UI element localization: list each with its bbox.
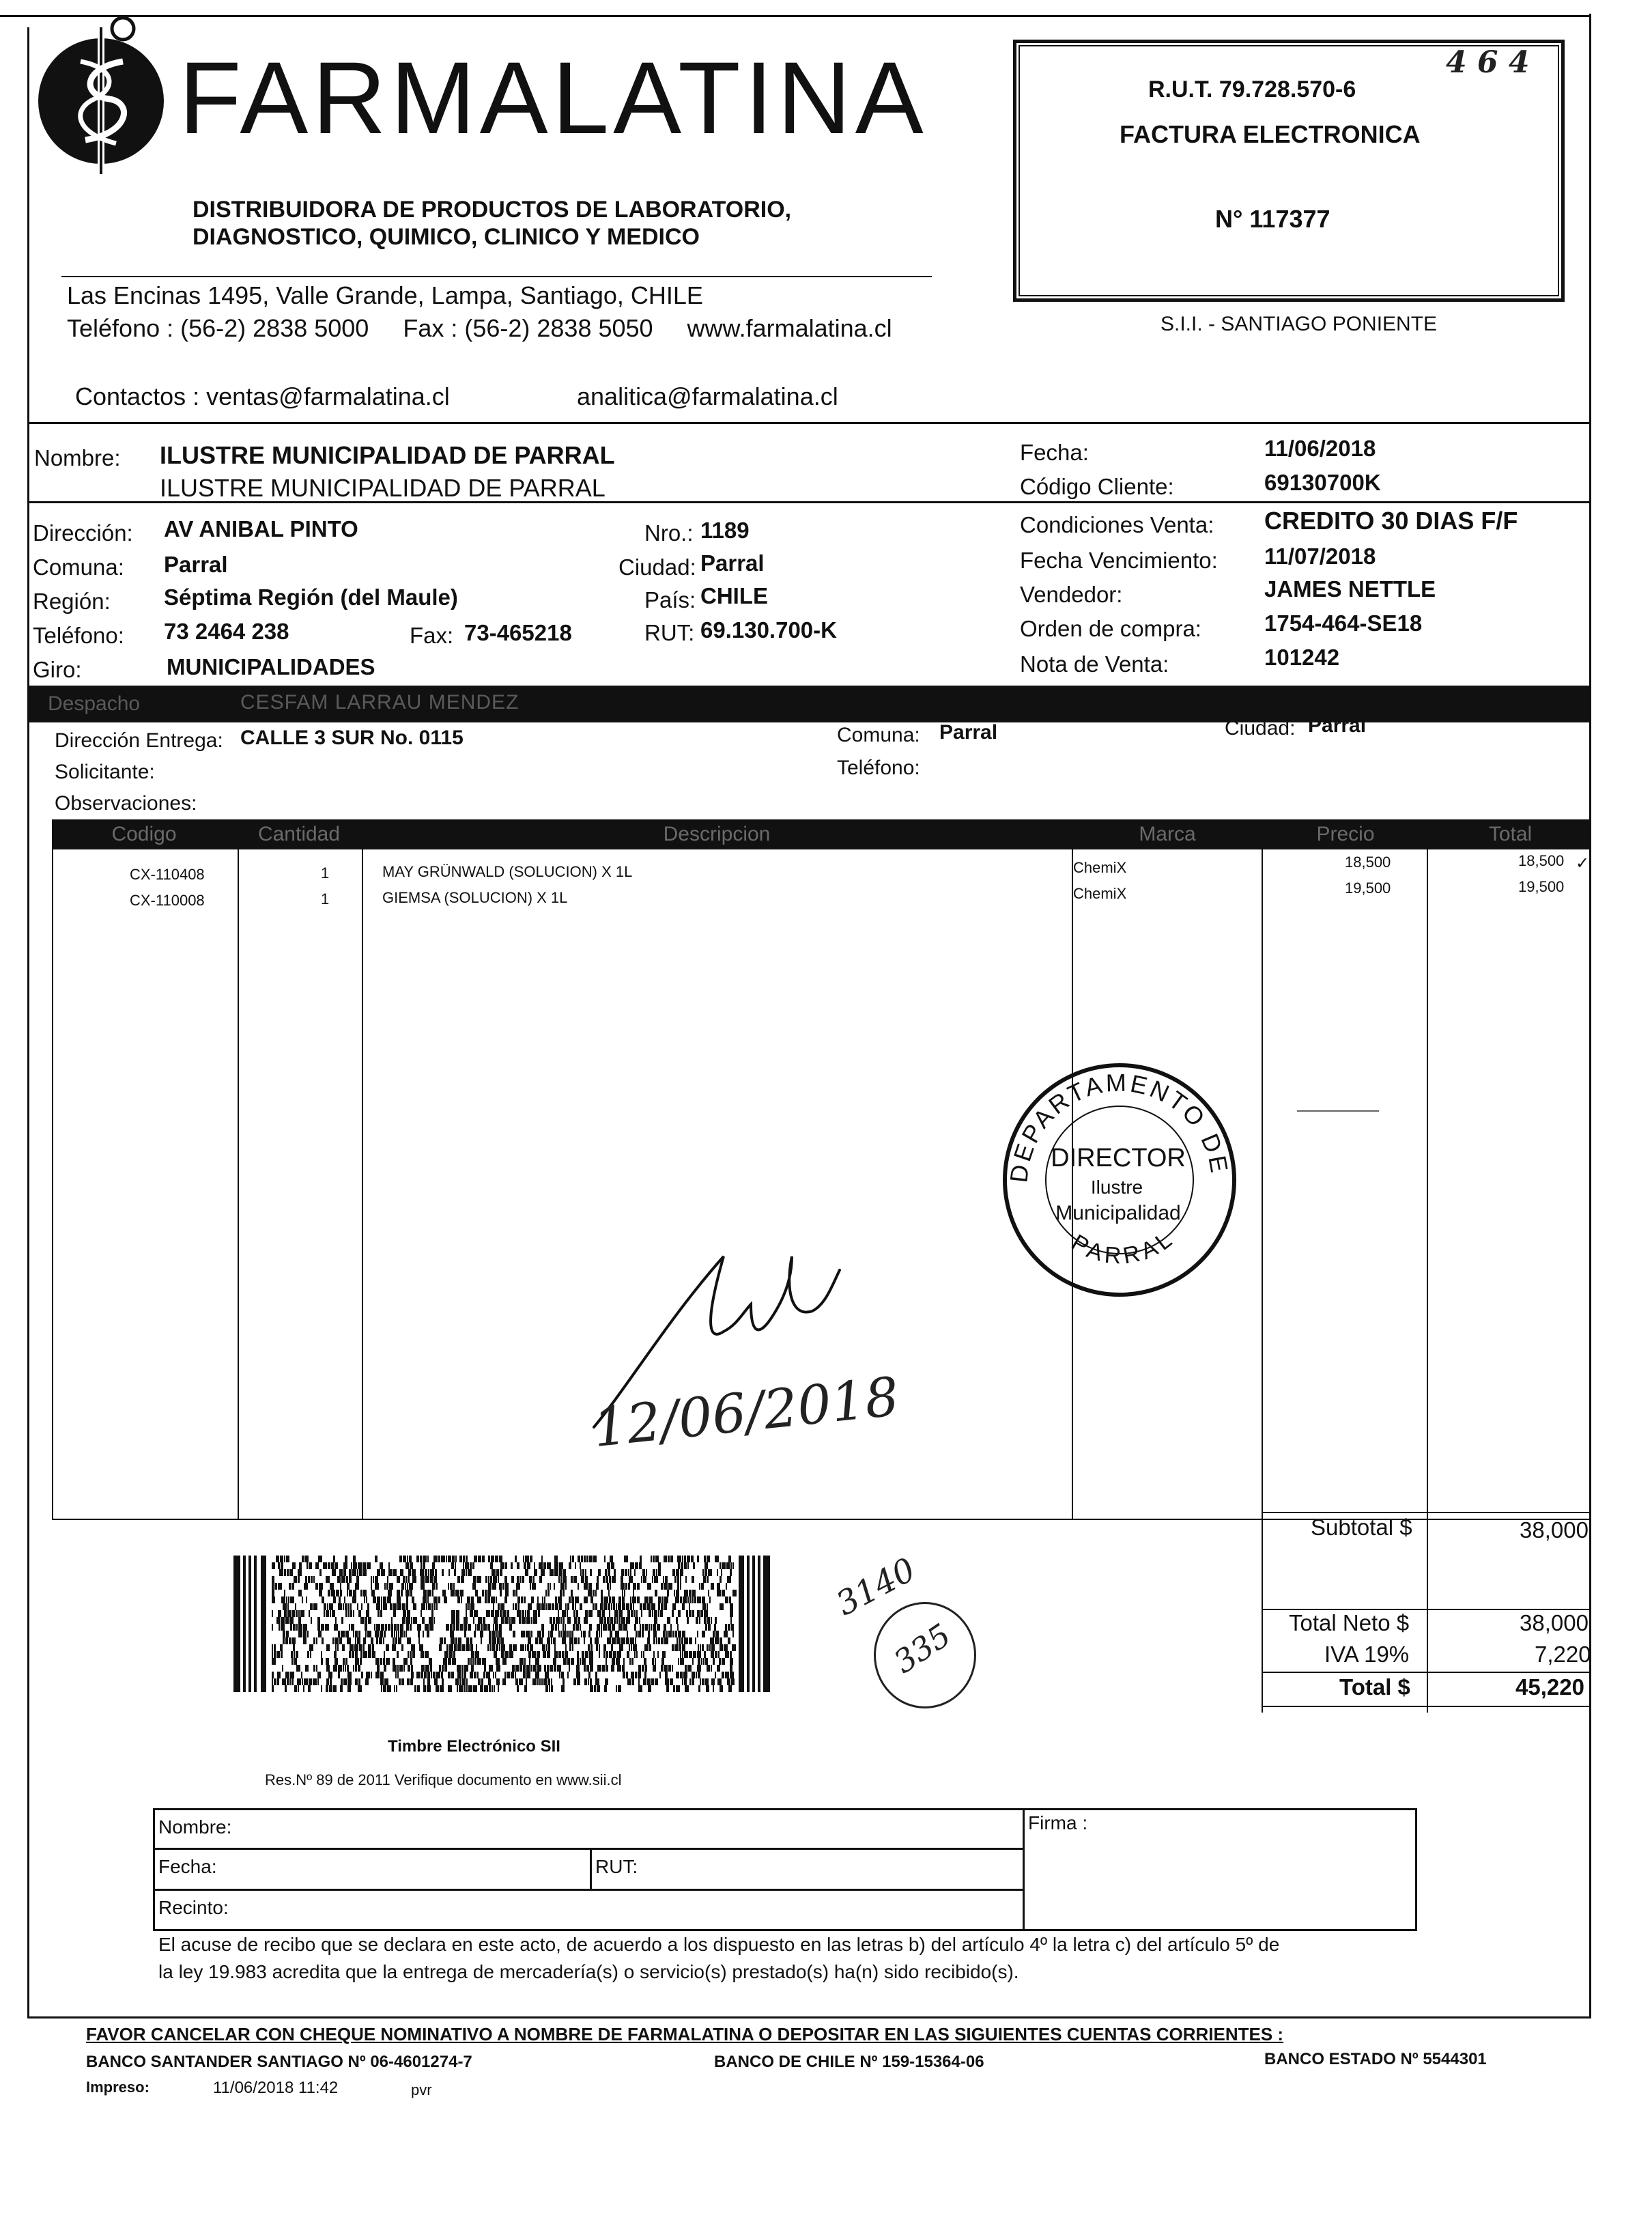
- despacho-entrega-label: Dirección Entrega:: [55, 729, 223, 752]
- footer-user: pvr: [411, 2081, 432, 2098]
- handwritten-note-2-text: 335: [887, 1616, 958, 1680]
- stamp-top-text: DEPARTAMENTO DE: [1004, 1068, 1234, 1184]
- handwritten-date: 12/06/2018: [590, 1366, 902, 1460]
- customer-vendedor: JAMES NETTLE: [1264, 576, 1436, 602]
- receipt-legal-2: la ley 19.983 acredita que la entrega de mercadería(s) o servicio(s) prestado(s) ha(n) sido recibido(s).: [158, 1961, 1019, 1982]
- invoice-rut: R.U.T. 79.728.570-6: [1148, 76, 1356, 102]
- svg-text:PARRAL: [1067, 1224, 1180, 1269]
- receipt-nombre-label: Nombre:: [158, 1816, 232, 1838]
- footer-payment-instructions: FAVOR CANCELAR CON CHEQUE NOMINATIVO A NOMBRE DE FARMALATINA O DEPOSITAR EN LAS SIGUIENTES CUENTAS CORRIENTES :: [86, 2024, 1284, 2044]
- customer-giro-label: Giro:: [33, 657, 82, 682]
- barcode-icon: [233, 1556, 770, 1692]
- invoice-doc-type: FACTURA ELECTRONICA: [1120, 120, 1421, 148]
- customer-nombre-label: Nombre:: [34, 445, 121, 470]
- receipt-divider-v: [1023, 1808, 1025, 1931]
- row-2-descripcion: GIEMSA (SOLUCION) X 1L: [382, 889, 568, 906]
- customer-nro-label: Nro.:: [644, 520, 694, 546]
- despacho-ciudad: Parral: [1308, 714, 1367, 737]
- col-header-total: Total: [1488, 823, 1533, 845]
- col-header-marca: Marca: [1139, 823, 1196, 845]
- despacho-comuna-label: Comuna:: [837, 724, 920, 746]
- customer-comuna-label: Comuna:: [33, 554, 124, 580]
- despacho-label: Despacho: [48, 692, 141, 715]
- receipt-row-rule-2: [153, 1889, 1024, 1891]
- caduceus-logo-icon: [20, 14, 184, 178]
- col-line-5: [1427, 849, 1428, 1713]
- customer-rut-label: RUT:: [644, 620, 695, 645]
- company-tagline-1: DISTRIBUIDORA DE PRODUCTOS DE LABORATORIO,: [193, 197, 792, 223]
- customer-region-label: Región:: [33, 589, 111, 614]
- receipt-fecha-label: Fecha:: [158, 1856, 217, 1877]
- frame-right: [1589, 14, 1591, 2018]
- customer-nota-label: Nota de Venta:: [1020, 651, 1169, 677]
- customer-pais-label: País:: [644, 587, 696, 613]
- customer-codigo-label: Código Cliente:: [1020, 474, 1174, 499]
- despacho-value: CESFAM LARRAU MENDEZ: [240, 691, 519, 714]
- despacho-comuna: Parral: [939, 721, 998, 744]
- row-1-cantidad: 1: [321, 864, 330, 882]
- row-1-codigo: CX-110408: [130, 866, 205, 883]
- customer-direccion-label: Dirección:: [33, 520, 133, 546]
- invoice-number: N° 117377: [1215, 205, 1330, 233]
- despacho-observaciones-label: Observaciones:: [55, 792, 197, 815]
- footer-bank-estado: BANCO ESTADO Nº 5544301: [1264, 2050, 1487, 2068]
- iva-value: 7,220: [1535, 1642, 1591, 1667]
- stamp-line-3: Municipalidad: [1055, 1202, 1181, 1224]
- frame-bottom: [27, 2016, 1591, 2018]
- customer-nombre-2: ILUSTRE MUNICIPALIDAD DE PARRAL: [160, 474, 606, 502]
- totals-top-rule: [1262, 1512, 1591, 1513]
- totals-bottom-rule: [1262, 1706, 1591, 1707]
- receipt-firma-label: Firma :: [1028, 1812, 1088, 1833]
- customer-ciudad: Parral: [700, 550, 765, 576]
- subtotal-value: 38,000: [1520, 1517, 1589, 1543]
- col-header-codigo: Codigo: [111, 823, 177, 845]
- iva-label: IVA 19%: [1324, 1642, 1410, 1667]
- receipt-row-rule-1: [153, 1848, 1024, 1850]
- customer-codigo: 69130700K: [1264, 470, 1381, 495]
- col-header-cantidad: Cantidad: [257, 823, 341, 845]
- frame-left: [27, 27, 29, 2018]
- customer-nombre: ILUSTRE MUNICIPALIDAD DE PARRAL: [160, 441, 615, 469]
- company-contact-email-2: analitica@farmalatina.cl: [577, 382, 838, 410]
- customer-direccion: AV ANIBAL PINTO: [164, 516, 358, 541]
- footer-bank-santander: BANCO SANTANDER SANTIAGO Nº 06-4601274-7: [86, 2053, 472, 2071]
- customer-telefono-label: Teléfono:: [33, 623, 124, 648]
- total-neto-value: 38,000: [1520, 1610, 1589, 1635]
- timbre-title: Timbre Electrónico SII: [388, 1737, 560, 1756]
- total-value: 45,220: [1515, 1674, 1584, 1700]
- frame-top: [0, 15, 1591, 17]
- pdf417-barcode: [233, 1556, 770, 1692]
- customer-vendedor-label: Vendedor:: [1020, 582, 1123, 607]
- handwritten-note-2: [874, 1602, 976, 1708]
- stamp-line-2: Ilustre: [1090, 1177, 1143, 1198]
- customer-condiciones-label: Condiciones Venta:: [1020, 512, 1214, 537]
- customer-rut: 69.130.700-K: [700, 617, 837, 643]
- company-logo: [20, 14, 184, 178]
- customer-fecha: 11/06/2018: [1264, 436, 1376, 461]
- despacho-entrega: CALLE 3 SUR No. 0115: [240, 727, 464, 749]
- table-header: [52, 819, 1591, 849]
- customer-orden-label: Orden de compra:: [1020, 616, 1201, 641]
- footer-impreso-date: 11/06/2018 11:42: [213, 2079, 339, 2097]
- company-tagline-2: DIAGNOSTICO, QUIMICO, CLINICO Y MEDICO: [193, 224, 700, 250]
- totals-rule-3: [1262, 1672, 1591, 1673]
- row-2-total: 19,500: [1518, 878, 1565, 895]
- company-name: FARMALATINA: [179, 40, 928, 155]
- row-1-total: 18,500: [1518, 852, 1565, 869]
- receipt-rut-divider: [590, 1848, 592, 1889]
- row-2-precio: 19,500: [1345, 880, 1391, 897]
- receipt-legal-1: El acuse de recibo que se declara en este acto, de acuerdo a los dispuesto en las letras b) del artículo 4º la letra c) del artículo 5º de: [158, 1934, 1280, 1955]
- company-phone: Teléfono : (56-2) 2838 5000 Fax : (56-2) 2838 5050 www.farmalatina.cl: [67, 314, 892, 342]
- receipt-recinto-label: Recinto:: [158, 1897, 229, 1918]
- customer-vencimiento: 11/07/2018: [1264, 544, 1376, 569]
- receipt-rut-label: RUT:: [595, 1856, 638, 1877]
- customer-fax: 73-465218: [464, 620, 572, 645]
- invoice-sii-office: S.I.I. - SANTIAGO PONIENTE: [1160, 313, 1438, 335]
- customer-comuna: Parral: [164, 552, 228, 577]
- col-line-4: [1262, 849, 1263, 1713]
- row-1-precio: 18,500: [1345, 854, 1391, 871]
- customer-fax-label: Fax:: [410, 623, 454, 648]
- total-neto-label: Total Neto $: [1289, 1610, 1410, 1635]
- customer-top-rule: [27, 422, 1591, 424]
- customer-condiciones: CREDITO 30 DIAS F/F: [1264, 507, 1518, 535]
- invoice-handwritten-number: 4 6 4: [1446, 45, 1530, 80]
- customer-region: Séptima Región (del Maule): [164, 585, 458, 610]
- customer-giro: MUNICIPALIDADES: [167, 654, 375, 679]
- footer-impreso-label: Impreso:: [86, 2079, 149, 2096]
- company-contacts: Contactos : ventas@farmalatina.cl: [75, 382, 450, 410]
- customer-vencimiento-label: Fecha Vencimiento:: [1020, 548, 1218, 573]
- company-address: Las Encinas 1495, Valle Grande, Lampa, Santiago, CHILE: [67, 281, 703, 309]
- stamp-seal-icon: [997, 1057, 1242, 1303]
- customer-ciudad-label: Ciudad:: [618, 554, 696, 580]
- customer-telefono: 73 2464 238: [164, 619, 289, 644]
- col-line-1: [238, 849, 239, 1520]
- dash-mark: [1297, 1110, 1379, 1112]
- receipt-box: [153, 1808, 1417, 1931]
- row-1-marca: ChemiX: [1073, 859, 1127, 876]
- col-header-descripcion: Descripcion: [663, 823, 771, 845]
- customer-orden: 1754-464-SE18: [1264, 610, 1423, 636]
- total-label: Total $: [1339, 1674, 1410, 1700]
- customer-fecha-label: Fecha:: [1020, 440, 1089, 465]
- address-rule: [61, 276, 932, 277]
- row-2-codigo: CX-110008: [130, 892, 205, 909]
- footer-bank-chile: BANCO DE CHILE Nº 159-15364-06: [714, 2053, 984, 2071]
- handwritten-note-1: 3140: [830, 1550, 922, 1624]
- col-line-0: [52, 849, 53, 1520]
- timbre-res: Res.Nº 89 de 2011 Verifique documento en www.sii.cl: [265, 1771, 622, 1788]
- customer-pais: CHILE: [700, 583, 768, 608]
- subtotal-label: Subtotal $: [1311, 1515, 1412, 1540]
- row-1-descripcion: MAY GRÜNWALD (SOLUCION) X 1L: [382, 863, 633, 880]
- stamp-bottom-text: PARRAL: [1066, 1224, 1180, 1269]
- row-2-cantidad: 1: [321, 890, 330, 908]
- col-header-precio: Precio: [1316, 823, 1375, 845]
- customer-nota: 101242: [1264, 645, 1340, 670]
- customer-nro: 1189: [700, 518, 750, 543]
- row-2-marca: ChemiX: [1073, 885, 1127, 902]
- stamp-line-1: DIRECTOR: [1051, 1144, 1186, 1172]
- health-department-stamp: [997, 1057, 1242, 1303]
- despacho-telefono-label: Teléfono:: [837, 757, 920, 779]
- despacho-ciudad-label: Ciudad:: [1225, 717, 1296, 740]
- col-line-2: [362, 849, 363, 1520]
- check-mark-icon: ✓: [1576, 854, 1590, 873]
- despacho-solicitante-label: Solicitante:: [55, 761, 155, 783]
